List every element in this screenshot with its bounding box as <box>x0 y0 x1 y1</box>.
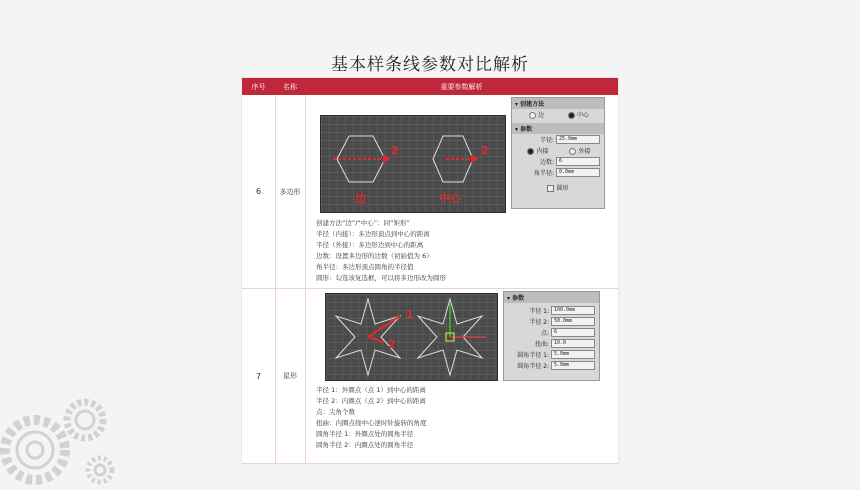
desc-line: 半径（内接）：多边形顶点到中心的距离 <box>316 230 430 238</box>
radius2-label: 半径 2: <box>529 319 549 326</box>
star-label-1: 1 <box>406 308 414 321</box>
polygon-viewport <box>320 115 506 213</box>
center-arrow-head <box>471 155 479 163</box>
radio-icon <box>529 112 536 119</box>
fillet2-row <box>504 360 599 371</box>
circular-checkbox[interactable] <box>547 183 568 192</box>
radio-icon <box>569 148 576 155</box>
fillet1-spinner[interactable]: 5.0mm <box>551 350 595 359</box>
fillet2-label: 圆角半径 2: <box>517 363 549 370</box>
radio-selected-icon <box>527 148 534 155</box>
polygon-label-center: 中心 <box>439 192 461 205</box>
circular-label: 圆形 <box>556 185 569 192</box>
header-no: 序号 <box>251 82 266 91</box>
desc-line: 圆角半径 2：内圈点处的圆角半径 <box>316 441 414 449</box>
sides-row <box>512 156 604 167</box>
radius1-row <box>504 305 599 316</box>
params-head[interactable]: ▾ 参数 <box>512 123 604 134</box>
distortion-label: 扭曲: <box>534 341 549 348</box>
star-parameter-panel <box>503 291 600 381</box>
star-description <box>316 385 427 451</box>
distortion-spinner[interactable]: 10.0 <box>551 339 595 348</box>
desc-line: 圆形：勾选该复选框，可以将多边形改为圆形 <box>316 274 446 282</box>
radius-row <box>512 134 604 145</box>
desc-line: 半径（外接）：多边形边到中心的距离 <box>316 241 424 249</box>
fillet1-row <box>504 349 599 360</box>
radio-selected-icon <box>568 112 575 119</box>
inscribed-label: 内接 <box>536 148 549 155</box>
polygon-label-edge: 边 <box>355 192 366 205</box>
page-title: 基本样条线参数对比解析 <box>331 55 529 75</box>
inscribed-radio-group[interactable] <box>525 146 548 155</box>
desc-line: 点：尖角个数 <box>316 408 355 416</box>
checkbox-icon <box>547 185 554 192</box>
row-number: 7 <box>242 289 276 463</box>
fillet2-spinner[interactable]: 5.0mm <box>551 361 595 370</box>
polygon-parameter-panel <box>511 97 605 209</box>
polygon-label-2b: 2 <box>481 144 489 157</box>
radius1-spinner[interactable]: 100.0mm <box>551 306 595 315</box>
row-name: 多边形 <box>275 95 306 288</box>
polygon-scene-drawing <box>321 116 505 212</box>
radius-spinner[interactable]: 25.0mm <box>556 135 600 144</box>
edge-radio-group[interactable] <box>527 110 544 119</box>
desc-line: 边数：设置多边形的边数（初始值为 6） <box>316 252 433 260</box>
points-label: 点: <box>540 330 549 337</box>
fillet1-label: 圆角半径 1: <box>517 352 549 359</box>
points-row <box>504 327 599 338</box>
circular-row <box>512 182 604 193</box>
polygon-label-2a: 2 <box>391 144 399 157</box>
inscribed-row <box>512 145 604 156</box>
distortion-row <box>504 338 599 349</box>
desc-line: 扭曲：内圈点绕中心逆时针旋转的角度 <box>316 419 427 427</box>
desc-line: 角半径：多边形顶点圆角的半径值 <box>316 263 414 271</box>
row-name: 星形 <box>275 289 306 463</box>
table-row <box>242 95 618 289</box>
table-row <box>242 289 618 464</box>
radius1-label: 半径 1: <box>529 308 549 315</box>
circumscribed-radio-group[interactable] <box>567 146 590 155</box>
desc-line: 圆角半径 1：外圈点处的圆角半径 <box>316 430 414 438</box>
star-scene-drawing <box>326 294 497 380</box>
corner-radius-label: 角半径: <box>533 170 554 177</box>
creation-method-row <box>512 109 604 120</box>
desc-line: 半径 2：内圈点（点 2）到中心的距离 <box>316 397 426 405</box>
header-name: 名称 <box>283 82 297 91</box>
edge-arrow-head <box>383 155 391 163</box>
star-viewport <box>325 293 498 381</box>
desc-line: 创建方法“边”/“中心”：同“矩形” <box>316 219 410 227</box>
gears-decoration-icon <box>0 380 130 490</box>
table-header <box>242 78 618 95</box>
sides-spinner[interactable]: 6 <box>556 157 600 166</box>
desc-line: 半径 1：外圈点（点 1）到中心的距离 <box>316 386 426 394</box>
radius2-row <box>504 316 599 327</box>
corner-row <box>512 167 604 178</box>
creation-method-head[interactable]: ▾ 创建方法 <box>512 98 604 109</box>
circumscribed-label: 外接 <box>578 148 591 155</box>
radius-label: 半径: <box>539 137 554 144</box>
radius2-spinner[interactable]: 50.0mm <box>551 317 595 326</box>
corner-radius-spinner[interactable]: 0.0mm <box>556 168 600 177</box>
header-params: 重要参数解析 <box>440 82 483 91</box>
star-label-2: 2 <box>388 338 396 351</box>
sides-label: 边数: <box>539 159 554 166</box>
parameter-table <box>241 77 619 464</box>
points-spinner[interactable]: 6 <box>551 328 595 337</box>
params-head[interactable]: ▾ 参数 <box>504 292 599 303</box>
center-radio-label: 中心 <box>576 112 589 119</box>
polygon-description <box>316 218 446 284</box>
center-radio-group[interactable] <box>566 110 589 119</box>
row-number: 6 <box>242 95 276 288</box>
edge-radio-label: 边 <box>537 112 544 119</box>
